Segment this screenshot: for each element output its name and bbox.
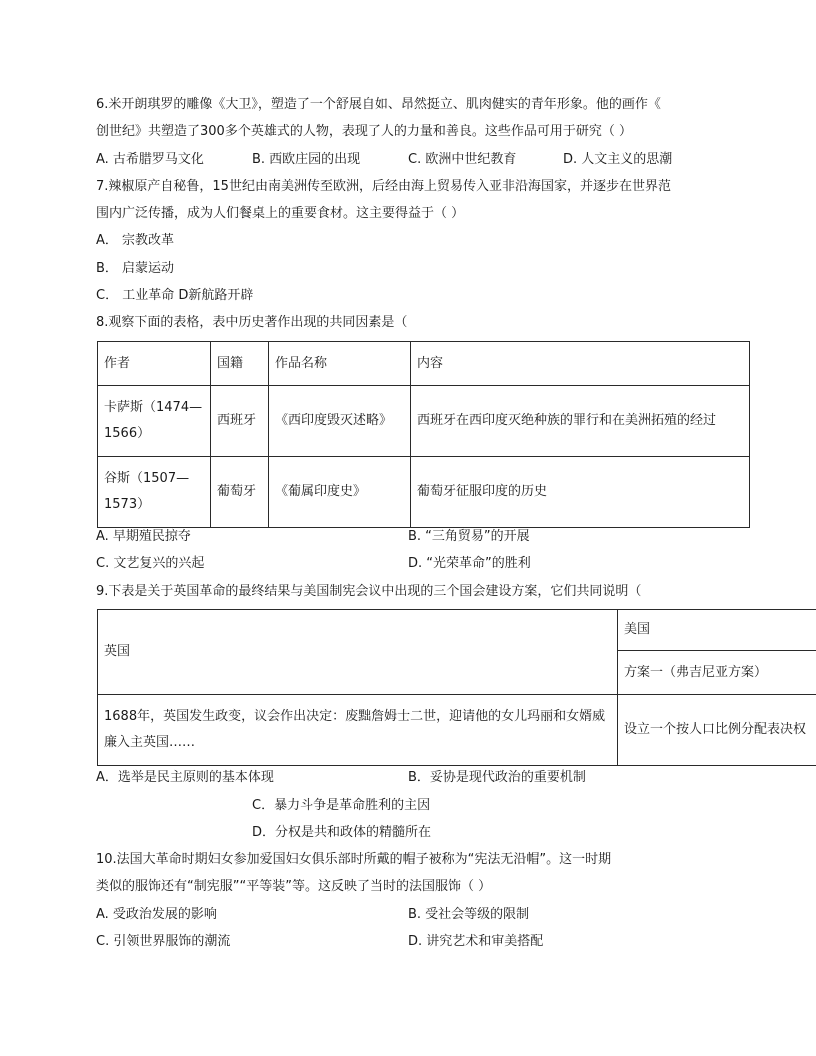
q9-usa-text: 设立一个按人口比例分配表决权 <box>618 695 816 766</box>
q8-row1-work: 《西印度毁灭述略》 <box>269 386 411 457</box>
table-row <box>98 457 750 528</box>
q6-option-c: C. 欧洲中世纪教育 <box>408 152 517 167</box>
q9-option-d: D．分权是共和政体的精髓所在 <box>252 825 432 840</box>
q10-option-d: D. 讲究艺术和审美搭配 <box>408 934 544 949</box>
q10-option-c: C. 引领世界服饰的潮流 <box>96 934 231 949</box>
q10-option-b: B. 受社会等级的限制 <box>408 907 530 922</box>
q8-stem: 8.观察下面的表格，表中历史著作出现的共同因素是（ <box>96 315 408 330</box>
q6-option-d: D. 人文主义的思潮 <box>563 152 673 167</box>
q8-option-c: C. 文艺复兴的兴起 <box>96 556 205 571</box>
q10-option-a: A. 受政治发展的影响 <box>96 907 217 922</box>
q10-stem-line1: 10.法国大革命时期妇女参加爱国妇女俱乐部时所戴的帽子被称为“宪法无沿帽”。这一时期 <box>96 852 612 867</box>
q9-england-text: 1688年，英国发生政变，议会作出决定：废黜詹姆士二世，迎请他的女儿玛丽和女婿威廉入主英国…… <box>98 695 618 766</box>
q7-option-a: A． 宗教改革 <box>96 233 175 248</box>
q8-table-header-row <box>98 342 750 386</box>
q9-stem: 9.下表是关于英国革命的最终结果与美国制宪会议中出现的三个国会建设方案，它们共同说明（ <box>96 584 642 599</box>
q9-plan1-label: 方案一（弗吉尼亚方案） <box>618 651 816 695</box>
q8-header-nationality: 国籍 <box>211 342 269 386</box>
q8-row1-content: 西班牙在西印度灭绝种族的罪行和在美洲拓殖的经过 <box>411 386 750 457</box>
q8-row1-author: 卡萨斯（1474—1566） <box>98 386 211 457</box>
q9-option-a: A．选举是民主原则的基本体现 <box>96 770 274 785</box>
q8-row2-work: 《葡属印度史》 <box>269 457 411 528</box>
q9-table <box>97 609 816 766</box>
q9-header-england: 英国 <box>98 610 618 695</box>
q8-header-work: 作品名称 <box>269 342 411 386</box>
q8-option-b: B. “三角贸易”的开展 <box>408 529 530 544</box>
q8-row2-nationality: 葡萄牙 <box>211 457 269 528</box>
q6-option-a: A. 古希腊罗马文化 <box>96 152 204 167</box>
table-row <box>98 695 816 766</box>
q8-row1-nationality: 西班牙 <box>211 386 269 457</box>
q8-option-d: D. “光荣革命”的胜利 <box>408 556 531 571</box>
q8-header-author: 作者 <box>98 342 211 386</box>
q8-row2-content: 葡萄牙征服印度的历史 <box>411 457 750 528</box>
q9-option-b: B．妥协是现代政治的重要机制 <box>408 770 586 785</box>
q8-header-content: 内容 <box>411 342 750 386</box>
q8-option-a: A. 早期殖民掠夺 <box>96 529 191 544</box>
q6-option-b: B. 西欧庄园的出现 <box>252 152 361 167</box>
q7-option-b: B． 启蒙运动 <box>96 261 175 276</box>
q9-header-usa: 美国 <box>618 610 816 651</box>
q8-row2-author: 谷斯（1507—1573） <box>98 457 211 528</box>
q10-stem-line2: 类似的服饰还有“制宪服”“平等装”等。这反映了当时的法国服饰（ ） <box>96 879 492 894</box>
q7-stem-line1: 7.辣椒原产自秘鲁，15世纪由南美洲传至欧洲，后经由海上贸易传入亚非沿海国家，并逐步在世界范 <box>96 179 671 194</box>
q6-stem-line2: 创世纪》共塑造了300多个英雄式的人物，表现了人的力量和善良。这些作品可用于研究（ ） <box>96 124 632 139</box>
q9-option-c: C．暴力斗争是革命胜利的主因 <box>252 798 431 813</box>
q7-option-c: C． 工业革命 D新航路开辟 <box>96 288 254 303</box>
q8-table <box>97 341 750 528</box>
q7-stem-line2: 围内广泛传播，成为人们餐桌上的重要食材。这主要得益于（ ） <box>96 206 465 221</box>
table-row <box>98 386 750 457</box>
q6-stem-line1: 6.米开朗琪罗的雕像《大卫》，塑造了一个舒展自如、昂然挺立、肌肉健实的青年形象。他的画作《 <box>96 97 661 112</box>
